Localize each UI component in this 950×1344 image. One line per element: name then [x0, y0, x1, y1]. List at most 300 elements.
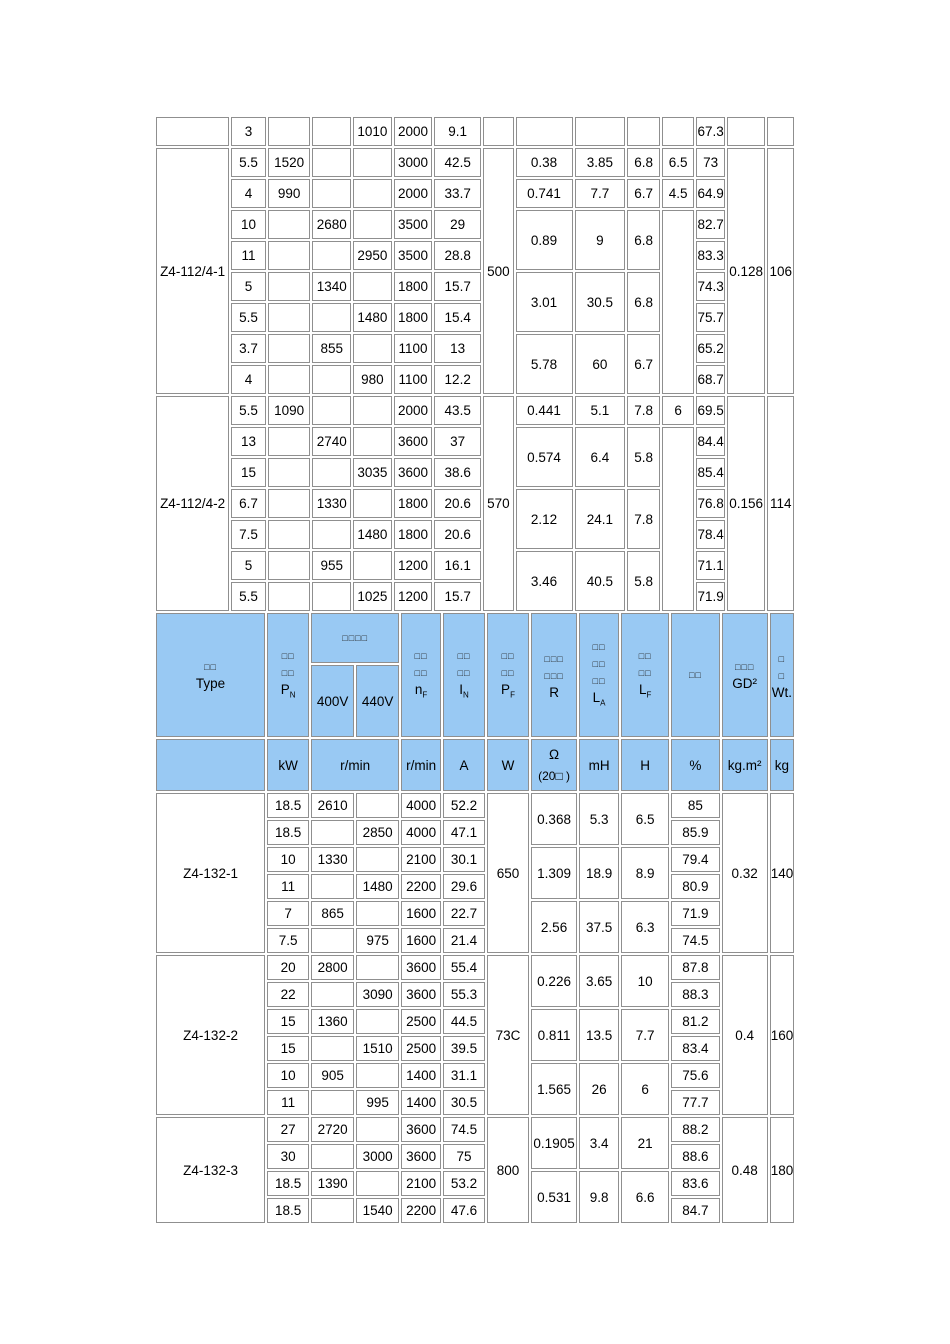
- header-symbol: n: [414, 681, 423, 697]
- cell: 8.9: [621, 847, 669, 899]
- cell: 1025: [353, 582, 392, 611]
- cell: 4: [231, 365, 266, 394]
- eff-cell: 85: [671, 793, 719, 818]
- cell: [353, 427, 392, 456]
- cell: 2720: [311, 1117, 354, 1142]
- header-label-cn: □□: [592, 659, 606, 670]
- cell: 1360: [311, 1009, 354, 1034]
- header-r: [531, 613, 577, 737]
- cell: [268, 489, 311, 518]
- cell: 1540: [356, 1198, 399, 1223]
- cell: 6.7: [627, 334, 660, 394]
- cell: [311, 874, 354, 899]
- cell: 865: [311, 901, 354, 926]
- header-400v: 400V: [311, 665, 354, 737]
- header-symbol: Wt.: [771, 684, 792, 700]
- cell: 26: [579, 1063, 619, 1115]
- cell: 1520: [268, 148, 311, 177]
- cell: [268, 241, 311, 270]
- cell: [627, 117, 660, 146]
- type-cell: Z4-112/4-2: [156, 396, 229, 611]
- cell: [353, 396, 392, 425]
- table-row: [156, 955, 794, 980]
- cell: 4: [231, 179, 266, 208]
- cell: [311, 1144, 354, 1169]
- header-type: [156, 613, 265, 737]
- cell: 60: [575, 334, 626, 394]
- cell: 5.78: [516, 334, 573, 394]
- cell: [311, 1090, 354, 1115]
- cell: 0.89: [516, 210, 573, 270]
- cell: 0.811: [531, 1009, 577, 1061]
- table-row: [156, 148, 794, 177]
- table-row: [156, 396, 794, 425]
- table2-body: [156, 613, 794, 1223]
- cell: 15: [267, 1036, 309, 1061]
- type-cell: Z4-132-1: [156, 793, 265, 953]
- cell: 6.7: [627, 179, 660, 208]
- motor-table-z4-132: [154, 611, 796, 1225]
- cell: 2500: [401, 1009, 441, 1034]
- header-symbol: GD²: [732, 676, 758, 691]
- cell: 16.1: [434, 551, 481, 580]
- cell: 38.6: [434, 458, 481, 487]
- table-row: [156, 241, 794, 270]
- cell: 0.368: [531, 793, 577, 845]
- cell: 4000: [401, 793, 441, 818]
- cell: 7.7: [621, 1009, 669, 1061]
- cell: 2200: [401, 1198, 441, 1223]
- cell: 3035: [353, 458, 392, 487]
- unit-ohm: Ω: [549, 747, 560, 762]
- cell: 75: [443, 1144, 485, 1169]
- cell: 55.3: [443, 982, 485, 1007]
- cell: [311, 982, 354, 1007]
- cell: 29: [434, 210, 481, 239]
- cell: 2.12: [516, 489, 573, 549]
- cell: 6.8: [627, 210, 660, 270]
- header-la: [579, 613, 619, 737]
- cell: 3600: [401, 982, 441, 1007]
- eff-cell: 75.6: [671, 1063, 719, 1088]
- header-subscript: N: [289, 690, 296, 700]
- pf-cell: 650: [487, 793, 529, 953]
- cell: 9: [575, 210, 626, 270]
- cell: 3.01: [516, 272, 573, 332]
- wt-cell: 114: [767, 396, 794, 611]
- cell: 3600: [401, 955, 441, 980]
- cell: 10: [267, 1063, 309, 1088]
- eff-cell: 88.6: [671, 1144, 719, 1169]
- cell: 1330: [312, 489, 351, 518]
- cell: 7.5: [267, 928, 309, 953]
- cell: 24.1: [575, 489, 626, 549]
- cell: [312, 117, 351, 146]
- unit-temp: (20□ ): [538, 769, 571, 783]
- cell: 6.8: [627, 148, 660, 177]
- eff-cell: 65.2: [696, 334, 724, 363]
- cell: 2500: [401, 1036, 441, 1061]
- unit-cell: W: [487, 739, 529, 791]
- cell: 6.5: [662, 148, 695, 177]
- cell: 1200: [394, 582, 433, 611]
- header-lf: [621, 613, 669, 737]
- table1-body: [156, 117, 794, 611]
- cell: 0.1905: [531, 1117, 577, 1169]
- cell: 0.441: [516, 396, 573, 425]
- cell: 5.5: [231, 303, 266, 332]
- cell: 1510: [356, 1036, 399, 1061]
- cell: 2000: [394, 179, 433, 208]
- header-symbol: R: [549, 684, 559, 700]
- header-wt: [770, 613, 794, 737]
- pf-cell: 500: [483, 148, 514, 394]
- cell: 1800: [394, 489, 433, 518]
- cell: 6.7: [231, 489, 266, 518]
- cell: [356, 793, 399, 818]
- cell: 30: [267, 1144, 309, 1169]
- unit-cell: kW: [267, 739, 309, 791]
- header-subscript: F: [510, 690, 515, 700]
- cell: 7.8: [627, 396, 660, 425]
- cell: 2800: [311, 955, 354, 980]
- cell: [268, 334, 311, 363]
- cell: 55.4: [443, 955, 485, 980]
- eff-cell: 73: [696, 148, 724, 177]
- header-label-cn: □□: [501, 650, 515, 661]
- cell: [311, 1036, 354, 1061]
- cell: 43.5: [434, 396, 481, 425]
- table-row: [156, 489, 794, 518]
- cell: 3.65: [579, 955, 619, 1007]
- gd2-cell: 0.32: [722, 793, 768, 953]
- cell: 2610: [311, 793, 354, 818]
- cell: [312, 303, 351, 332]
- cell: 13.5: [579, 1009, 619, 1061]
- header-label-cn: □□: [501, 667, 515, 678]
- cell: 30.1: [443, 847, 485, 872]
- cell: [312, 179, 351, 208]
- cell: 6.4: [575, 427, 626, 487]
- cell: 33.7: [434, 179, 481, 208]
- cell: 980: [353, 365, 392, 394]
- cell: 1090: [268, 396, 311, 425]
- cell: 1800: [394, 303, 433, 332]
- header-pf: [487, 613, 529, 737]
- cell: 6.6: [621, 1171, 669, 1223]
- cell: 28.8: [434, 241, 481, 270]
- cell: 15.7: [434, 272, 481, 301]
- cell: 11: [231, 241, 266, 270]
- cell: 37: [434, 427, 481, 456]
- cell: 3.4: [579, 1117, 619, 1169]
- header-label-cn: □□: [688, 669, 702, 680]
- cell: 1800: [394, 272, 433, 301]
- cell: [662, 427, 695, 611]
- header-subscript: A: [600, 698, 606, 708]
- cell: 30.5: [443, 1090, 485, 1115]
- cell: 855: [312, 334, 351, 363]
- table-row: [156, 458, 794, 487]
- header-symbol: P: [280, 681, 290, 697]
- header-row: [156, 613, 794, 663]
- cell: 955: [312, 551, 351, 580]
- cell: 0.741: [516, 179, 573, 208]
- cell: 2680: [312, 210, 351, 239]
- header-label-cn: □□: [281, 667, 295, 678]
- cell: [356, 1063, 399, 1088]
- cell: [312, 582, 351, 611]
- eff-cell: 85.9: [671, 820, 719, 845]
- cell: [516, 117, 573, 146]
- cell: 2950: [353, 241, 392, 270]
- header-label-cn: □□: [281, 650, 295, 661]
- table-row: [156, 117, 794, 146]
- gd2-cell: 0.48: [722, 1117, 768, 1223]
- cell: [353, 148, 392, 177]
- cell: [312, 365, 351, 394]
- cell: 2850: [356, 820, 399, 845]
- cell: 39.5: [443, 1036, 485, 1061]
- unit-cell: A: [443, 739, 485, 791]
- eff-cell: 84.4: [696, 427, 724, 456]
- cell: [767, 117, 794, 146]
- cell: 6: [662, 396, 695, 425]
- cell: 3600: [394, 458, 433, 487]
- eff-cell: 74.5: [671, 928, 719, 953]
- cell: 67.3: [696, 117, 724, 146]
- cell: 10: [231, 210, 266, 239]
- cell: 1330: [311, 847, 354, 872]
- unit-cell: %: [671, 739, 719, 791]
- cell: [312, 458, 351, 487]
- cell: 1100: [394, 334, 433, 363]
- eff-cell: 83.4: [671, 1036, 719, 1061]
- cell: 1390: [311, 1171, 354, 1196]
- type-cell: Z4-112/4-1: [156, 148, 229, 394]
- cell: 1340: [312, 272, 351, 301]
- pf-cell: 73C: [487, 955, 529, 1115]
- cell: [356, 1171, 399, 1196]
- cell: 7.8: [627, 489, 660, 549]
- unit-cell: H: [621, 739, 669, 791]
- table-row: [156, 520, 794, 549]
- cell: 20.6: [434, 520, 481, 549]
- cell: 47.6: [443, 1198, 485, 1223]
- cell: 3000: [356, 1144, 399, 1169]
- cell: 2740: [312, 427, 351, 456]
- cell: 27: [267, 1117, 309, 1142]
- eff-cell: 68.7: [696, 365, 724, 394]
- cell: [268, 458, 311, 487]
- unit-cell: [531, 739, 577, 791]
- cell: 20: [267, 955, 309, 980]
- gd2-cell: 0.128: [727, 148, 766, 394]
- cell: 40.5: [575, 551, 626, 611]
- cell: 2000: [394, 396, 433, 425]
- header-label-cn: □: [778, 653, 786, 664]
- header-label-cn: □□□□: [342, 632, 369, 643]
- cell: 3090: [356, 982, 399, 1007]
- eff-cell: 75.7: [696, 303, 724, 332]
- cell: 1.565: [531, 1063, 577, 1115]
- eff-cell: 81.2: [671, 1009, 719, 1034]
- header-label-cn: □□: [457, 667, 471, 678]
- eff-cell: 82.7: [696, 210, 724, 239]
- cell: 11: [267, 1090, 309, 1115]
- unit-cell: kg: [770, 739, 794, 791]
- cell: 31.1: [443, 1063, 485, 1088]
- header-440v: 440V: [356, 665, 399, 737]
- cell: 2100: [401, 847, 441, 872]
- cell: [312, 241, 351, 270]
- cell: 0.531: [531, 1171, 577, 1223]
- header-eff: [671, 613, 719, 737]
- cell: [268, 117, 311, 146]
- cell: 37.5: [579, 901, 619, 953]
- header-label-cn: □□: [414, 667, 428, 678]
- cell: 6.8: [627, 272, 660, 332]
- cell: 3000: [394, 148, 433, 177]
- header-label-cn: □□: [414, 650, 428, 661]
- cell: [662, 210, 695, 394]
- cell: 990: [268, 179, 311, 208]
- cell: 0.38: [516, 148, 573, 177]
- cell: 2.56: [531, 901, 577, 953]
- table-row: [156, 365, 794, 394]
- cell: 1010: [353, 117, 392, 146]
- cell: 6.3: [621, 901, 669, 953]
- cell: [356, 1117, 399, 1142]
- cell: 995: [356, 1090, 399, 1115]
- cell: 6.5: [621, 793, 669, 845]
- wt-cell: 160: [770, 955, 794, 1115]
- cell: 2000: [394, 117, 433, 146]
- cell: 1400: [401, 1063, 441, 1088]
- cell: 5: [231, 551, 266, 580]
- cell: 7: [267, 901, 309, 926]
- unit-cell: mH: [579, 739, 619, 791]
- cell: [353, 334, 392, 363]
- cell: 5.5: [231, 148, 266, 177]
- wt-cell: 180: [770, 1117, 794, 1223]
- cell: 1200: [394, 551, 433, 580]
- cell: 11: [267, 874, 309, 899]
- cell: 7.7: [575, 179, 626, 208]
- header-label-cn: □: [778, 670, 786, 681]
- cell: 5.8: [627, 427, 660, 487]
- cell: 30.5: [575, 272, 626, 332]
- cell: 3500: [394, 210, 433, 239]
- cell: 1480: [353, 520, 392, 549]
- wt-cell: 140: [770, 793, 794, 953]
- cell: 1480: [353, 303, 392, 332]
- eff-cell: 80.9: [671, 874, 719, 899]
- eff-cell: 78.4: [696, 520, 724, 549]
- cell: [311, 1198, 354, 1223]
- table-row: [156, 210, 794, 239]
- cell: [268, 551, 311, 580]
- cell: 975: [356, 928, 399, 953]
- unit-cell: r/min: [401, 739, 441, 791]
- cell: 2100: [401, 1171, 441, 1196]
- cell: 3: [231, 117, 266, 146]
- table-row: [156, 272, 794, 301]
- unit-cell: r/min: [311, 739, 399, 791]
- cell: [312, 396, 351, 425]
- cell: 6: [621, 1063, 669, 1115]
- cell: 3500: [394, 241, 433, 270]
- type-cell: Z4-132-3: [156, 1117, 265, 1223]
- cell: 5.3: [579, 793, 619, 845]
- cell: 15.4: [434, 303, 481, 332]
- cell: [483, 117, 514, 146]
- cell: [353, 272, 392, 301]
- eff-cell: 88.2: [671, 1117, 719, 1142]
- cell: 9.8: [579, 1171, 619, 1223]
- cell: [353, 179, 392, 208]
- cell: 0.574: [516, 427, 573, 487]
- cell: [356, 955, 399, 980]
- eff-cell: 87.8: [671, 955, 719, 980]
- eff-cell: 64.9: [696, 179, 724, 208]
- cell: [268, 427, 311, 456]
- header-nf: [401, 613, 441, 737]
- eff-cell: 71.1: [696, 551, 724, 580]
- cell: [356, 901, 399, 926]
- header-label-cn: □□□: [734, 662, 755, 672]
- cell: [356, 847, 399, 872]
- header-label-cn: □□□: [544, 670, 564, 681]
- cell: 20.6: [434, 489, 481, 518]
- cell: [575, 117, 626, 146]
- cell: [268, 210, 311, 239]
- wt-cell: 106: [767, 148, 794, 394]
- eff-cell: 74.3: [696, 272, 724, 301]
- cell: [268, 272, 311, 301]
- cell: 1800: [394, 520, 433, 549]
- pf-cell: 800: [487, 1117, 529, 1223]
- pf-cell: 570: [483, 396, 514, 611]
- cell: 3.7: [231, 334, 266, 363]
- cell: [353, 551, 392, 580]
- cell: 21: [621, 1117, 669, 1169]
- cell: 13: [434, 334, 481, 363]
- header-type-cn: □□: [204, 662, 217, 672]
- table-row: [156, 582, 794, 611]
- cell: [312, 148, 351, 177]
- cell: 9.1: [434, 117, 481, 146]
- header-label-cn: □□□: [544, 653, 564, 664]
- eff-cell: 84.7: [671, 1198, 719, 1223]
- cell: 42.5: [434, 148, 481, 177]
- header-symbol: L: [592, 690, 601, 706]
- eff-cell: 85.4: [696, 458, 724, 487]
- eff-cell: 76.8: [696, 489, 724, 518]
- header-subscript: F: [422, 690, 428, 700]
- cell: 15: [267, 1009, 309, 1034]
- header-label-cn: □□: [638, 650, 652, 661]
- cell: [268, 303, 311, 332]
- cell: 44.5: [443, 1009, 485, 1034]
- cell: 1600: [401, 901, 441, 926]
- cell: 5.5: [231, 396, 266, 425]
- eff-cell: 69.5: [696, 396, 724, 425]
- unit-cell: [156, 739, 265, 791]
- cell: [353, 489, 392, 518]
- cell: 18.5: [267, 820, 309, 845]
- cell: 1.309: [531, 847, 577, 899]
